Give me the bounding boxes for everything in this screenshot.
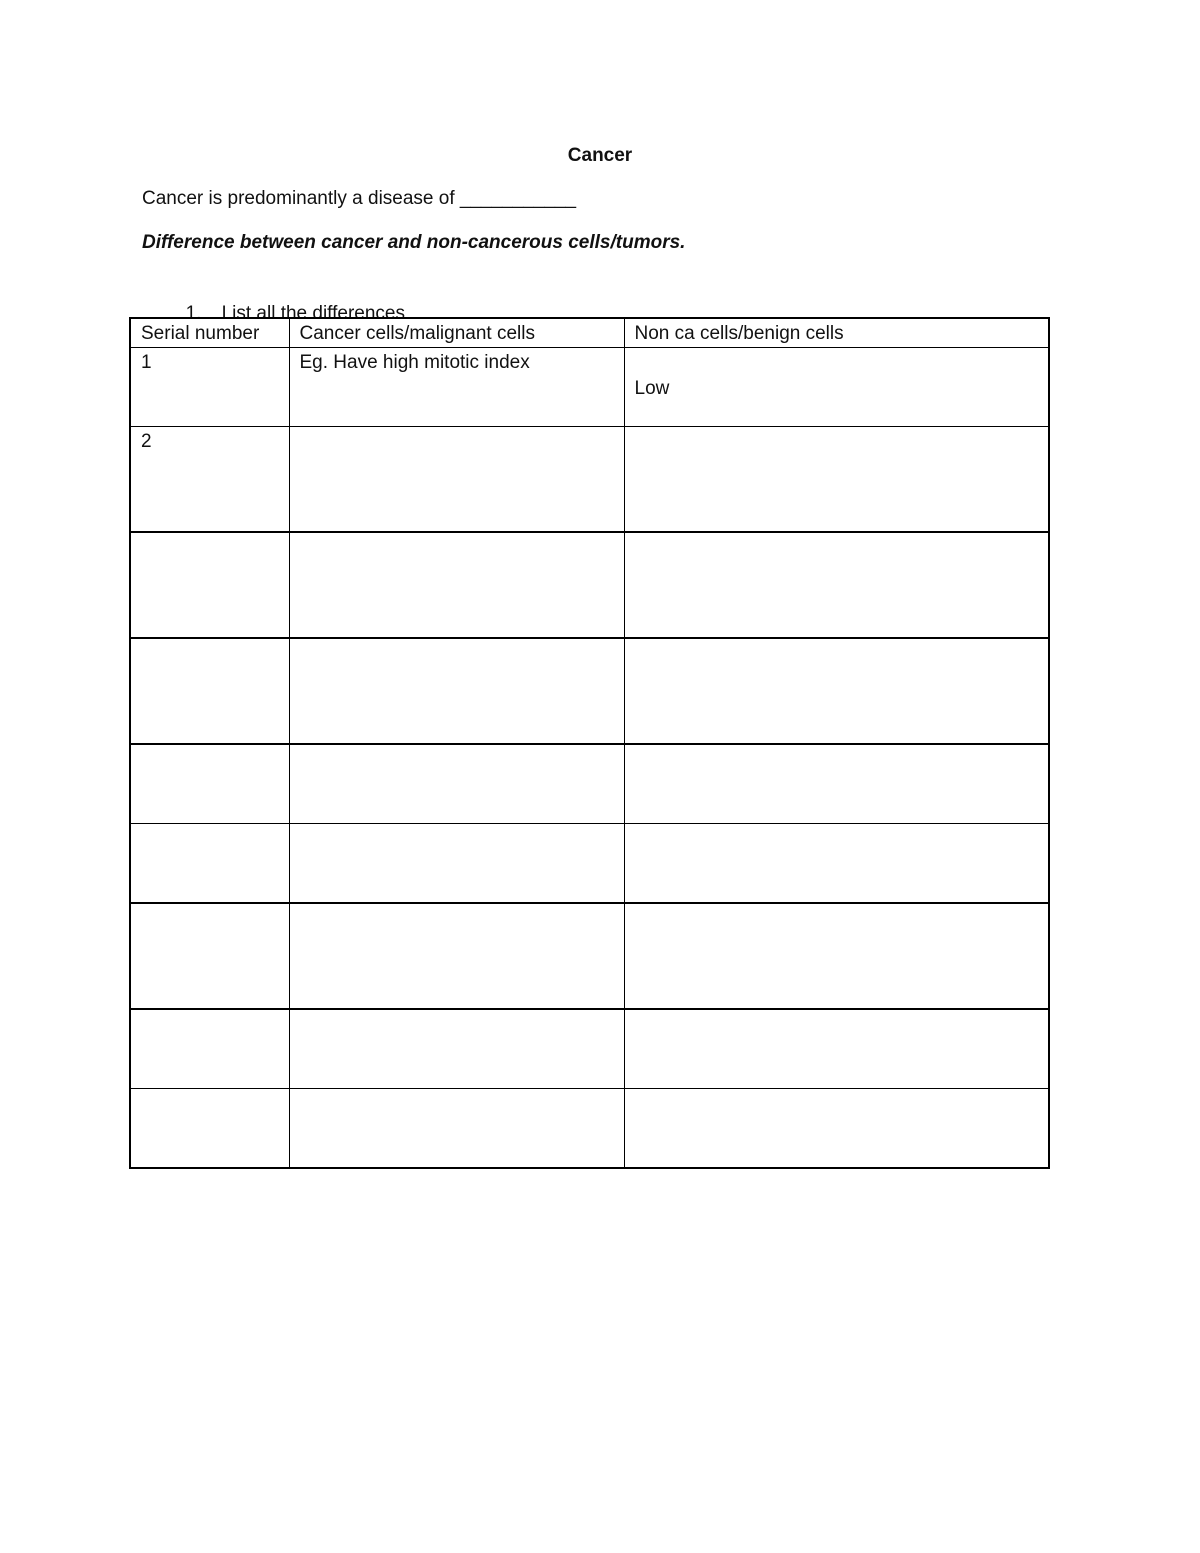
cancer-cell[interactable]: [289, 532, 624, 638]
serial-cell[interactable]: [130, 1089, 289, 1169]
benign-cell[interactable]: [624, 1089, 1049, 1169]
benign-cell[interactable]: [624, 1009, 1049, 1089]
serial-cell[interactable]: 2: [130, 427, 289, 533]
cancer-cell[interactable]: [289, 824, 624, 904]
list-number: 1.: [185, 303, 202, 324]
cancer-cell[interactable]: Eg. Have high mitotic index: [289, 348, 624, 427]
header-serial-number: Serial number: [130, 318, 289, 348]
serial-cell[interactable]: [130, 638, 289, 744]
fill-in-question: Cancer is predominantly a disease of ___________: [142, 188, 577, 209]
table-row: [130, 824, 1049, 904]
serial-cell[interactable]: [130, 824, 289, 904]
table-row: [130, 744, 1049, 824]
page-title: Cancer: [567, 145, 633, 166]
header-cancer-cells: Cancer cells/malignant cells: [289, 318, 624, 348]
benign-cell[interactable]: [624, 744, 1049, 824]
cancer-cell[interactable]: [289, 903, 624, 1009]
header-non-cancer-cells: Non ca cells/benign cells: [624, 318, 1049, 348]
cancer-cell[interactable]: [289, 638, 624, 744]
serial-cell[interactable]: [130, 1009, 289, 1089]
benign-cell[interactable]: [624, 824, 1049, 904]
table-row: [130, 1089, 1049, 1169]
table-header-row: [130, 318, 1049, 348]
table-row: [130, 348, 1049, 427]
benign-cell[interactable]: [624, 532, 1049, 638]
cancer-cell[interactable]: [289, 427, 624, 533]
section-heading: Difference between cancer and non-cancerous cells/tumors.: [142, 232, 686, 253]
table-row: [130, 638, 1049, 744]
cancer-cell[interactable]: [289, 744, 624, 824]
table-row: [130, 532, 1049, 638]
serial-cell[interactable]: [130, 903, 289, 1009]
serial-cell[interactable]: [130, 744, 289, 824]
differences-table: [129, 317, 1050, 1169]
benign-cell[interactable]: [624, 638, 1049, 744]
serial-cell[interactable]: [130, 532, 289, 638]
table-row: [130, 1009, 1049, 1089]
serial-cell[interactable]: 1: [130, 348, 289, 427]
benign-cell[interactable]: Low: [624, 348, 1049, 427]
cancer-cell[interactable]: [289, 1009, 624, 1089]
cancer-cell[interactable]: [289, 1089, 624, 1169]
list-text: List all the differences: [221, 303, 405, 324]
benign-cell[interactable]: [624, 427, 1049, 533]
table-row: [130, 903, 1049, 1009]
table-row: [130, 427, 1049, 533]
benign-cell[interactable]: [624, 903, 1049, 1009]
